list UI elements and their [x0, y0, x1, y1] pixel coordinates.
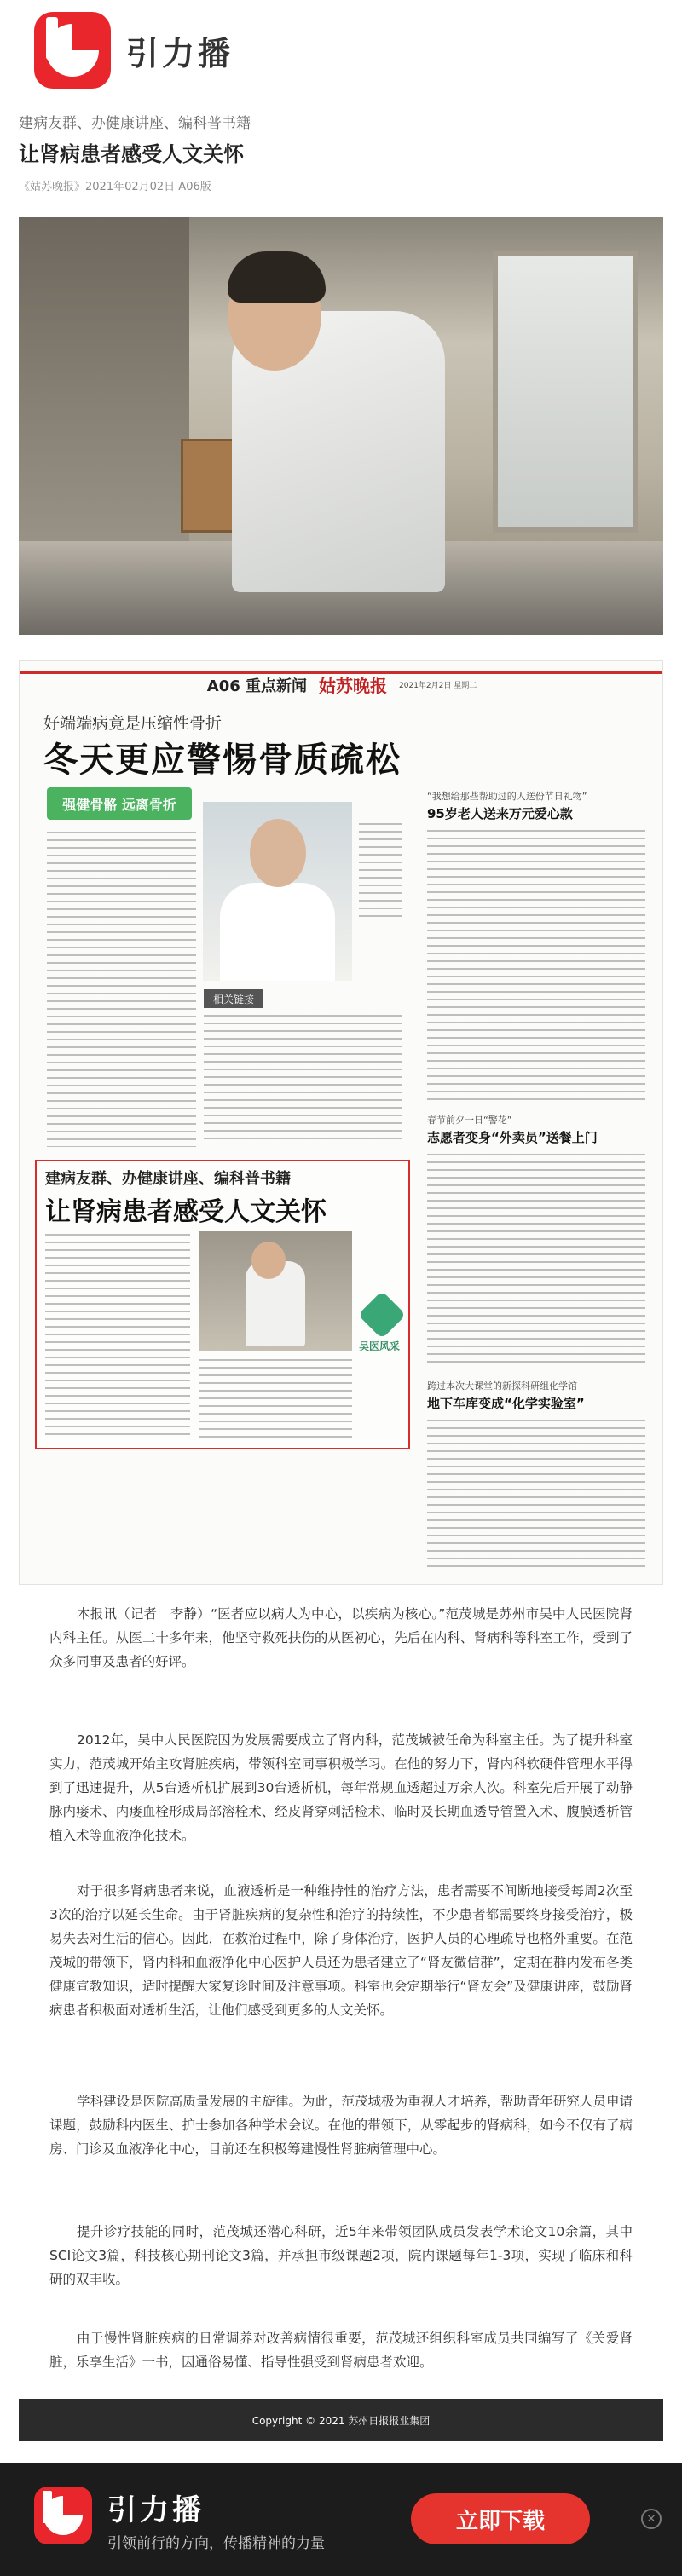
- text-column: [359, 823, 402, 917]
- clipping-masthead: [20, 671, 663, 695]
- article-paragraph: 2012年，吴中人民医院因为发展需要成立了肾内科，范茂城被任命为科室主任。为了提升科室实力，范茂城开始主攻肾脏疾病，带领科室同事积极学习。在他的努力下，肾内科软硬件管理水平得到了迅速提升，从5台透析机扩展到30台透析机，每年常规血透超过万余人次。科室先后开展了动静脉内瘘术、内瘘血栓形成局部溶栓术、经皮肾穿刺活检术、临时及长期血透导管置入术、腹膜透析管植入术等血液净化技术。: [49, 1732, 633, 1843]
- text-column: [427, 1154, 645, 1367]
- text-column: [204, 1015, 402, 1143]
- side-story-kicker: 跨过本次大课堂的新探科研组化学馆: [427, 1380, 577, 1392]
- side-story-kicker: “我想给那些帮助过的人送份节日礼物”: [427, 791, 587, 802]
- box-kicker: 建病友群、办健康讲座、编科普书籍: [45, 1170, 291, 1188]
- app-slogan: 引领前行的方向，传播精神的力量: [107, 2535, 325, 2552]
- side-story-title: 地下车库变成“化学实验室”: [427, 1396, 585, 1411]
- brand-logo-icon[interactable]: [34, 12, 111, 89]
- download-button[interactable]: 立即下载: [411, 2493, 590, 2544]
- clipping-kicker: 好端端病竟是压缩性骨折: [43, 714, 223, 733]
- text-column: [427, 830, 645, 1103]
- box-photo: [199, 1231, 352, 1351]
- article-tagline: 建病友群、办健康讲座、编科普书籍: [19, 115, 251, 132]
- box-title: 让肾病患者感受人文关怀: [45, 1197, 327, 1227]
- article-title: 让肾病患者感受人文关怀: [19, 142, 244, 166]
- clipping-headline: 冬天更应警惕骨质疏松: [43, 741, 402, 780]
- article-paragraph: 提升诊疗技能的同时，范茂城还潜心科研，近5年来带领团队成员发表学术论文10余篇，其中SCI论文3篇，科技核心期刊论文3篇，并承担市级课题2项，院内课题每年1-3项，实现了临床和科研的双丰收。: [49, 2224, 633, 2287]
- article-paragraph: 学科建设是医院高质量发展的主旋律。为此，范茂城极为重视人才培养，帮助青年研究人员申请课题，鼓励科内医生、护士参加各种学术会议。在他的带领下，从零起步的肾病科，如今不仅有了病房、门诊及血液净化中心，目前还在积极筹建慢性肾脏病管理中心。: [49, 2094, 633, 2157]
- text-column: [47, 832, 196, 1147]
- clipping-paper-name: 姑苏晚报: [319, 676, 388, 696]
- app-logo-icon: [34, 2487, 92, 2544]
- article-header: [0, 101, 682, 193]
- newspaper-clipping: [19, 660, 663, 1585]
- app-name: 引力播: [107, 2493, 205, 2527]
- article-paragraph: 本报讯（记者 李静）“医者应以病人为中心，以疾病为核心。”范茂城是苏州市吴中人民医院肾内科主任。从医二十多年来，他坚守救死扶伤的从医初心，先后在内科、肾病科等科室工作，受到了众多同事及患者的好评。: [49, 1606, 633, 1669]
- brand-header: [0, 0, 682, 101]
- text-column: [427, 1420, 645, 1573]
- article-meta: 《姑苏晚报》2021年02月02日 A06版: [19, 181, 211, 193]
- article-paragraph: 由于慢性肾脏疾病的日常调养对改善病情很重要，范茂城还组织科室成员共同编写了《关爱肾脏，乐享生活》一书，因通俗易懂、指导性强受到肾病患者欢迎。: [49, 2331, 633, 2370]
- hospital-badge-icon: [358, 1291, 407, 1340]
- side-story-kicker: 春节前夕一日“警花”: [427, 1115, 512, 1126]
- copyright-bar: Copyright © 2021 苏州日报报业集团: [19, 2399, 663, 2441]
- side-story-title: 95岁老人送来万元爱心款: [427, 806, 573, 821]
- text-column: [199, 1359, 352, 1440]
- highlighted-article-box: [35, 1160, 410, 1449]
- side-story-title: 志愿者变身“外卖员”送餐上门: [427, 1130, 598, 1145]
- clipping-section: A06 重点新闻: [206, 677, 308, 695]
- text-column: [45, 1234, 190, 1438]
- close-icon[interactable]: ✕: [641, 2509, 662, 2529]
- lead-photo: [19, 217, 663, 635]
- box-badge-label: 吴医风采: [359, 1340, 401, 1352]
- clipping-green-tag: 强健骨骼 远离骨折: [47, 787, 192, 820]
- app-download-banner: [0, 2463, 682, 2576]
- related-links-tag: 相关链接: [204, 989, 263, 1008]
- brand-name: 引力播: [126, 34, 234, 72]
- doctor-portrait: [203, 802, 352, 981]
- clipping-date: 2021年2月2日 星期二: [399, 682, 477, 690]
- article-paragraph: 对于很多肾病患者来说，血液透析是一种维持性的治疗方法，患者需要不间断地接受每周2次至3次的治疗以延长生命。由于肾脏疾病的复杂性和治疗的持续性，不少患者都需要终身接受治疗，极易失去对生活的信心。因此，在救治过程中，除了身体治疗，医护人员的心理疏导也格外重要。在范茂城的带领下，肾内科和血液净化中心医护人员还为患者建立了“肾友微信群”，定期在群内发布各类健康宣教知识，适时提醒大家复诊时间及注意事项。科室也会定期举行“肾友会”及健康讲座，鼓励肾病患者积极面对透析生活，让他们感受到更多的人文关怀。: [49, 1883, 633, 2018]
